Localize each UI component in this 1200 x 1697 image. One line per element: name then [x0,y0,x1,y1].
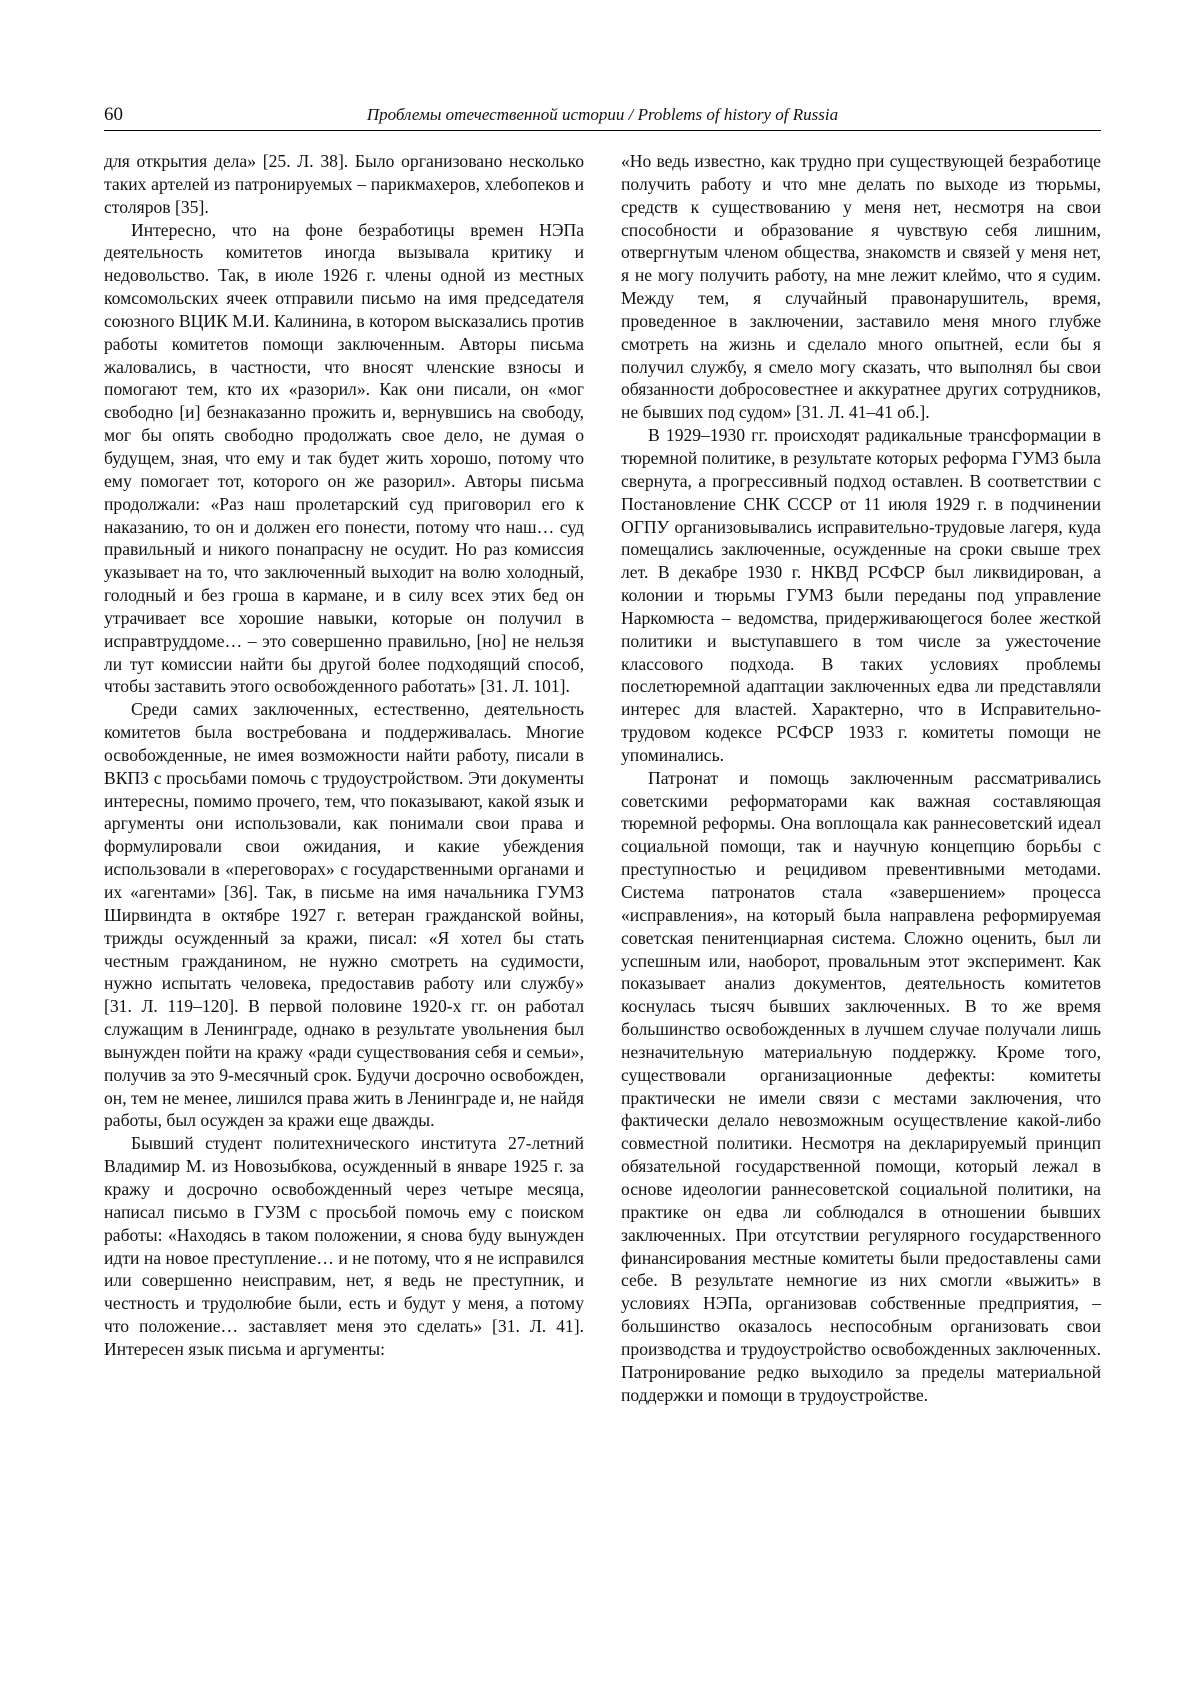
paragraph: В 1929–1930 гг. происходят радикальные трансформации в тюремной политике, в результате которых реформа ГУМЗ была свернута, а прогрессивный подход оставлен. В соответствии с Постановление СНК СССР от 11 июля 1929 г. в подчинении ОГПУ организовывались исправительно-трудовые лагеря, куда помещались заключенные, осужденные на сроки свыше трех лет. В декабре 1930 г. НКВД РСФСР был ликвидирован, а колонии и тюрьмы ГУМЗ были переданы под управление Наркомюста – ведомства, придерживающегося более жесткой политики и выступавшего в том числе за ужесточение классового подхода. В таких условиях проблемы послетюремной адаптации заключенных едва ли представляли интерес для властей. Характерно, что в Исправительно-трудовом кодексе РСФСР 1933 г. комитеты помощи не упоминались. [621,425,1101,765]
page-header [104,104,1101,131]
left-column [104,150,584,1361]
paragraph: Среди самих заключенных, естественно, деятельность комитетов была востребована и поддерживалась. Многие освобожденные, не имея возможности найти работу, писали в ВКПЗ с просьбами помочь с трудоустройством. Эти документы интересны, помимо прочего, тем, что показывают, какой язык и аргументы они использовали, как понимали свои права и формулировали свои ожидания, и какие убеждения использовали в «переговорах» с государственными органами и их «агентами» [36]. Так, в письме на имя начальника ГУМЗ Ширвиндта в октябре 1927 г. ветеран гражданской войны, трижды осужденный за кражи, писал: «Я хотел бы стать честным гражданином, не нужно смотреть на судимости, нужно испытать человека, предоставив работу или службу» [31. Л. 119–120]. В первой половине 1920-х гг. он работал служащим в Ленинграде, однако в результате увольнения был вынужден пойти на кражу «ради существования себя и семьи», получив за это 9-месячный срок. Будучи досрочно освобожден, он, тем не менее, лишился права жить в Ленинграде и, не найдя работы, был осужден за кражи еще дважды. [104,699,584,1131]
paragraph: Патронат и помощь заключенным рассматривались советскими реформаторами как важная составляющая тюремной реформы. Она воплощала как раннесоветский идеал социальной помощи, так и научную концепцию борьбы с преступностью и рецидивом превентивными методами. Система патронатов стала «завершением» процесса «исправления», на который была направлена реформируемая советская пенитенциарная система. Сложно оценить, был ли успешным или, наоборот, провальным этот эксперимент. Как показывает анализ документов, деятельность комитетов коснулась тысяч бывших заключенных. В то же время большинство освобожденных в лучшем случае получали лишь незначительную материальную поддержку. Кроме того, существовали организационные дефекты: комитеты практически не имели связи с местами заключения, что фактически делало невозможным осуществление какой-либо совместной политики. Несмотря на декларируемый принцип обязательной государственной помощи, который лежал в основе идеологии раннесоветской социальной политики, на практике он едва ли соблюдался в отношении бывших заключенных. При отсутствии регулярного государственного финансирования местные комитеты были предоставлены сами себе. В результате немногие из них смогли «выжить» в условиях НЭПа, организовав собственные предприятия, – большинство оказалось неспособным организовать свои производства и трудоустройство освобожденных заключенных. Патронирование редко выходило за пределы материальной поддержки и помощи в трудоустройстве. [621,767,1101,1405]
right-column [621,150,1101,1406]
paragraph: Бывший студент политехнического института 27-летний Владимир М. из Новозыбкова, осужденный в январе 1925 г. за кражу и досрочно освобожденный через четыре месяца, написал письмо в ГУЗМ с просьбой помочь ему с поиском работы: «Находясь в таком положении, я снова буду вынужден идти на новое преступление… и не потому, что я не исправился или совершенно неисправим, нет, я ведь не преступник, и честность и трудолюбие были, есть и будут у меня, а потому что положение… заставляет меня это сделать» [31. Л. 41]. Интересен язык письма и аргументы: [104,1133,584,1359]
running-title: Проблемы отечественной истории / Problems of history of Russia [366,105,839,124]
paragraph: для открытия дела» [25. Л. 38]. Было организовано несколько таких артелей из патронируемых – парикмахеров, хлебопеков и столяров [35]. [104,151,584,217]
paragraph: «Но ведь известно, как трудно при существующей безработице получить работу и что мне делать по выходе из тюрьмы, средств к существованию у меня нет, несмотря на свои способности и образование я чувствую себя лишним, отвергнутым членом общества, знакомств и связей у меня нет, я не могу получить работу, на мне лежит клеймо, что я судим. Между тем, я случайный правонарушитель, время, проведенное в заключении, заставило меня много глубже смотреть на жизнь и сделало много опытней, если бы я получил службу, я смело могу сказать, что выполнял бы свои обязанности добросовестнее и аккуратнее других сотрудников, не бывших под судом» [31. Л. 41–41 об.]. [621,151,1101,423]
page-number: 60 [104,104,123,125]
paragraph: Интересно, что на фоне безработицы времен НЭПа деятельность комитетов иногда вызывала критику и недовольство. Так, в июле 1926 г. члены одной из местных комсомольских ячеек отправили письмо на имя председателя союзного ВЦИК М.И. Калинина, в котором высказались против работы комитетов помощи заключенным. Авторы письма жаловались, в частности, что вносят членские взносы и помогают тем, кто их «разорил». Как они писали, он «мог свободно [и] безнаказанно прожить и, вернувшись на свободу, мог бы опять свободно продолжать свое дело, не думая о будущем, зная, что ему и так будет жить хорошо, потому что ему помогает тот, которого он же разорил». Авторы письма продолжали: «Раз наш пролетарский суд приговорил его к наказанию, то он и должен его понести, потому что наш… суд правильный и никого понапрасну не осудит. Но раз комиссия указывает на то, что заключенный выходит на волю холодный, голодный и без гроша в кармане, и в силу всех этих бед он утрачивает все хорошие навыки, которые он получил в исправтруддоме… – это совершенно правильно, [но] не нельзя ли тут комиссии найти бы другой более подходящий способ, чтобы заставить этого освобожденного работать» [31. Л. 101]. [104,219,584,697]
